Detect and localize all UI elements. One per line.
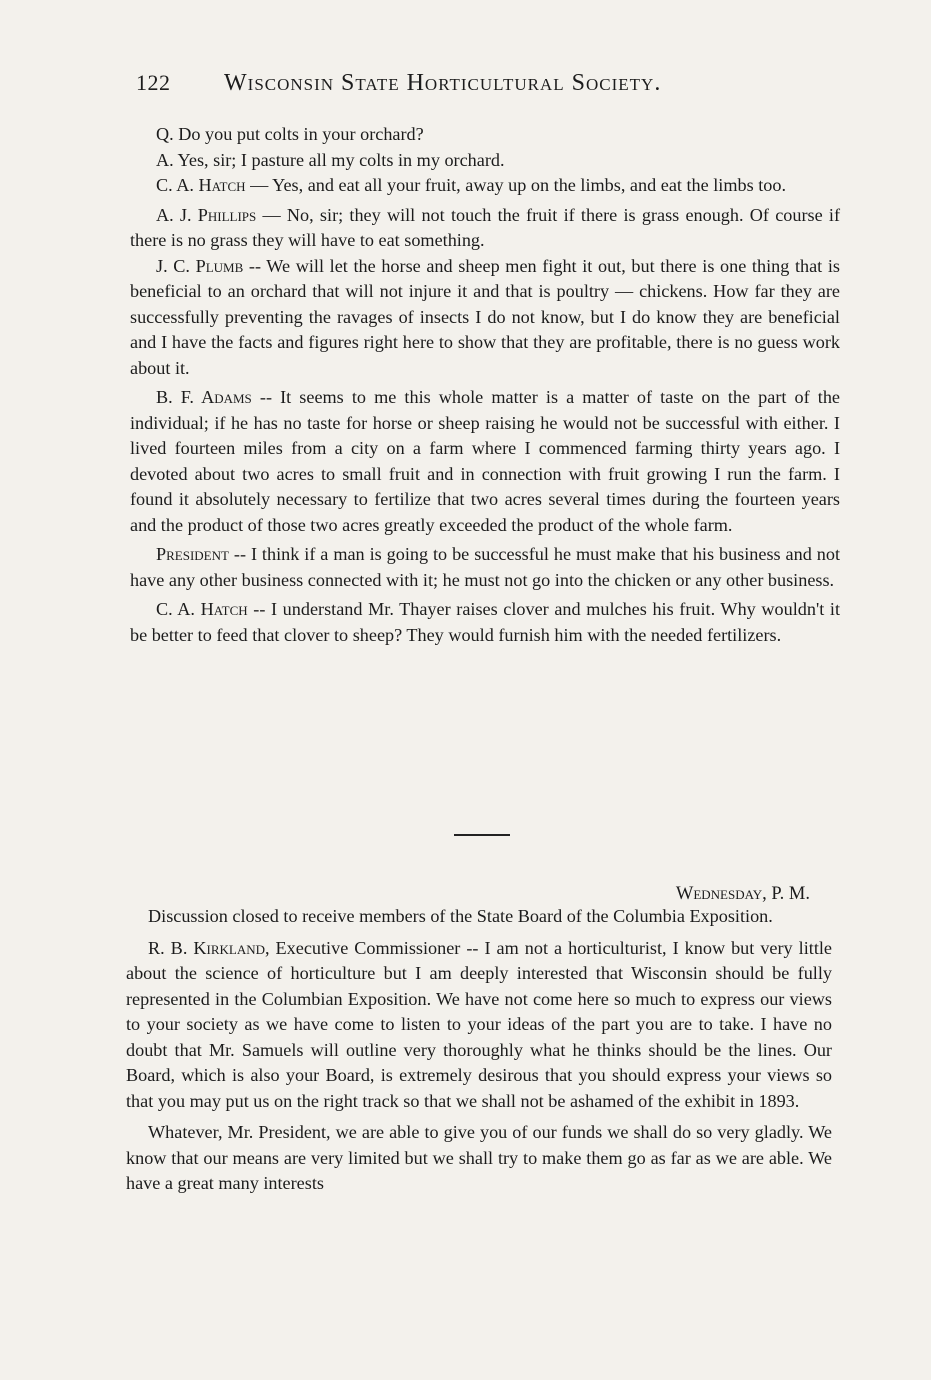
speaker-name: A. J. Phillips: [156, 204, 257, 225]
paragraph-text: Yes, sir; I pasture all my colts in my orchard.: [173, 149, 505, 170]
speaker-name: J. C. Plumb: [156, 255, 244, 276]
exposition-section: [126, 904, 832, 1197]
paragraph-text: -- I understand Mr. Thayer raises clover and mulches his fruit. Why wouldn't it be better to feed that clover to sheep? They would furnish him with the needed fertilizers.: [130, 599, 841, 645]
paragraph: [130, 122, 840, 148]
divider-rule: [454, 834, 510, 836]
speaker-name: Q.: [156, 124, 174, 144]
paragraph: [130, 597, 840, 648]
paragraph-text: Do you put colts in your orchard?: [173, 124, 424, 144]
paragraph: [130, 173, 840, 199]
paragraph: [130, 203, 840, 254]
running-title: Wisconsin State Horticultural Society.: [224, 70, 662, 96]
paragraph: [130, 148, 840, 174]
paragraph: [126, 904, 832, 930]
paragraph: [126, 936, 832, 1115]
paragraph-text: — Yes, and eat all your fruit, away up on the limbs, and eat the limbs too.: [245, 175, 787, 195]
session-heading: Wednesday, P. M.: [675, 884, 810, 904]
speaker-name: C. A. Hatch: [156, 599, 248, 619]
paragraph-text: -- It seems to me this whole matter is a matter of taste on the part of the individual; if he has no taste for horse or sheep raising he would not be successful with either. I lived fourteen miles from a city on a farm where I commenced farming thirty years ago. I devoted about two acres to small fruit and in connection with fruit growing I run the farm. I found it absolutely necessary to fertilize that two acres several times during the fourteen years and the product of those two acres greatly exceeded the product of the whole farm.: [130, 387, 841, 535]
speaker-name: A.: [156, 149, 174, 170]
speaker-name: R. B. Kirkland,: [148, 937, 270, 958]
speaker-name: C. A. Hatch: [156, 175, 246, 195]
paragraph: [126, 1120, 832, 1197]
paragraph-text: — No, sir; they will not touch the fruit if there is grass enough. Of course if there is no grass they will have to eat something.: [130, 204, 840, 250]
paragraph: [130, 542, 840, 593]
page-header: [136, 70, 776, 97]
speaker-name: B. F. Adams: [156, 387, 252, 407]
paragraph-text: Executive Commissioner -- I am not a horticulturist, I know but very little about the science of horticulture but I am deeply interested that Wisconsin should be fully represented in the Columbian Exposition. We have not come here so much to express our views to your society as we have come to listen to your ideas of the part you are to take. I have no doubt that Mr. Samuels will outline very thoroughly what he thinks should be the lines. Our Board, which is also your Board, is extremely desirous that you should express your views so that you may put us on the right track so that we shall not be ashamed of the exhibit in 1893.: [126, 937, 832, 1111]
speaker-name: President: [156, 544, 229, 564]
discussion-section: [130, 122, 840, 648]
section-divider: [454, 834, 510, 836]
paragraph: [130, 254, 840, 382]
page-number: 122: [136, 70, 171, 95]
paragraph-text: -- I think if a man is going to be successful he must make that his business and not have any other business connected with it; he must not go into the chicken or any other business.: [130, 544, 840, 590]
paragraph: [130, 385, 840, 538]
paragraph-text: Discussion closed to receive members of the State Board of the Columbia Exposition.: [148, 906, 773, 926]
paragraph-text: Whatever, Mr. President, we are able to give you of our funds we shall do so very gladly. We know that our means are very limited but we shall try to make them go as far as we are able. We have a great many interests: [126, 1122, 832, 1193]
paragraph-text: -- We will let the horse and sheep men fight it out, but there is one thing that is beneficial to an orchard that will not injure it and that is poultry — chickens. How far they are successfully preventing the ravages of insects I do not know, but I do know they are beneficial and I have the facts and figures right here to show that they are profitable, there is no guess work about it.: [130, 255, 840, 378]
